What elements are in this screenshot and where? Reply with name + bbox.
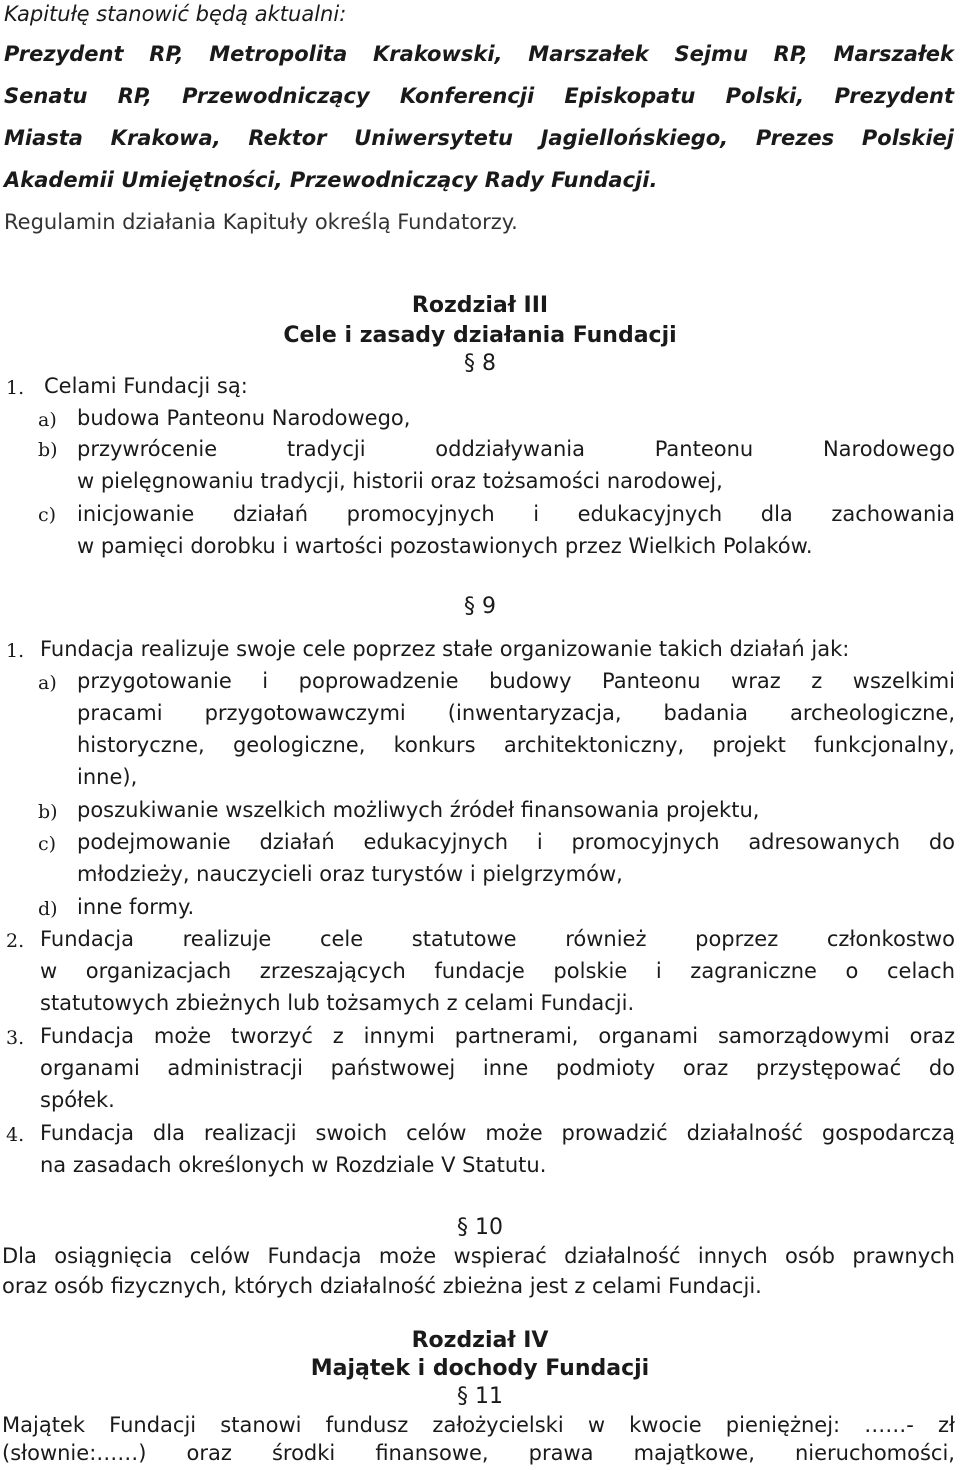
section-number: § 11 xyxy=(457,1384,503,1409)
item-text: w pielęgnowaniu tradycji, historii oraz tożsamości narodowej, xyxy=(77,469,723,493)
members-line: Akademii Umiejętności, Przewodniczący Rady Fundacji. xyxy=(4,168,658,192)
point-number: 1. xyxy=(6,377,25,399)
item-text: podejmowanie działań edukacyjnych i promocyjnych adresowanych do xyxy=(77,830,955,854)
paragraph-text: oraz osób fizycznych, których działalność zbieżna jest z celami Fundacji. xyxy=(2,1274,762,1298)
point-number: 2. xyxy=(6,930,25,952)
point-number: 4. xyxy=(6,1124,25,1146)
point-text: Celami Fundacji są: xyxy=(44,374,248,398)
item-text: inicjowanie działań promocyjnych i edukacyjnych dla zachowania xyxy=(77,502,955,526)
item-text: inne formy. xyxy=(77,895,195,919)
point-text: Fundacja realizuje cele statutowe również poprzez członkostwo xyxy=(40,927,955,951)
item-letter: c) xyxy=(38,504,57,526)
item-text: młodzieży, nauczycieli oraz turystów i pielgrzymów, xyxy=(77,862,623,886)
regulamin-text: Regulamin działania Kapituły określą Fundatorzy. xyxy=(4,210,518,234)
paragraph-text: (słownie:……) oraz środki finansowe, prawa majątkowe, nieruchomości, xyxy=(2,1441,955,1465)
section-number: § 9 xyxy=(464,594,496,619)
item-letter: a) xyxy=(38,672,57,694)
section-number: § 8 xyxy=(464,351,496,376)
point-text: organami administracji państwowej inne podmioty oraz przystępować do xyxy=(40,1056,955,1080)
point-text: Fundacja może tworzyć z innymi partnerami, organami samorządowymi oraz xyxy=(40,1024,955,1048)
item-text: historyczne, geologiczne, konkurs architektoniczny, projekt funkcjonalny, xyxy=(77,733,955,757)
section-number: § 10 xyxy=(457,1215,503,1240)
paragraph-text: Majątek Fundacji stanowi fundusz założycielski w kwocie pieniężnej: ……- zł xyxy=(2,1413,955,1437)
point-text: na zasadach określonych w Rozdziale V Statutu. xyxy=(40,1153,547,1177)
point-number: 1. xyxy=(6,640,25,662)
item-letter: d) xyxy=(38,898,58,920)
point-text: spółek. xyxy=(40,1088,115,1112)
chapter-subtitle: Majątek i dochody Fundacji xyxy=(310,1356,650,1381)
item-text: budowa Panteonu Narodowego, xyxy=(77,406,411,430)
item-text: w pamięci dorobku i wartości pozostawionych przez Wielkich Polaków. xyxy=(77,534,813,558)
item-letter: b) xyxy=(38,439,58,461)
point-number: 3. xyxy=(6,1027,25,1049)
members-line: Prezydent RP, Metropolita Krakowski, Marszałek Sejmu RP, Marszałek xyxy=(4,42,954,66)
members-line: Senatu RP, Przewodniczący Konferencji Episkopatu Polski, Prezydent xyxy=(4,84,954,108)
members-line: Miasta Krakowa, Rektor Uniwersytetu Jagiellońskiego, Prezes Polskiej xyxy=(4,126,954,150)
item-text: inne), xyxy=(77,765,138,789)
point-text: statutowych zbieżnych lub tożsamych z celami Fundacji. xyxy=(40,991,635,1015)
paragraph-text: Dla osiągnięcia celów Fundacja może wspierać działalność innych osób prawnych xyxy=(2,1244,955,1268)
item-text: poszukiwanie wszelkich możliwych źródeł finansowania projektu, xyxy=(77,798,760,822)
item-letter: c) xyxy=(38,833,57,855)
point-text: Fundacja realizuje swoje cele poprzez stałe organizowanie takich działań jak: xyxy=(40,637,850,661)
chapter-subtitle: Cele i zasady działania Fundacji xyxy=(283,323,677,348)
item-letter: b) xyxy=(38,801,58,823)
item-text: przywrócenie tradycji oddziaływania Panteonu Narodowego xyxy=(77,437,955,461)
intro-line: Kapitułę stanowić będą aktualni: xyxy=(4,2,347,26)
item-text: pracami przygotowawczymi (inwentaryzacja, badania archeologiczne, xyxy=(77,701,955,725)
item-text: przygotowanie i poprowadzenie budowy Panteonu wraz z wszelkimi xyxy=(77,669,955,693)
chapter-title: Rozdział IV xyxy=(411,1328,549,1353)
chapter-title: Rozdział III xyxy=(411,293,549,318)
item-letter: a) xyxy=(38,409,57,431)
point-text: Fundacja dla realizacji swoich celów może prowadzić działalność gospodarczą xyxy=(40,1121,955,1145)
point-text: w organizacjach zrzeszających fundacje polskie i zagraniczne o celach xyxy=(40,959,955,983)
